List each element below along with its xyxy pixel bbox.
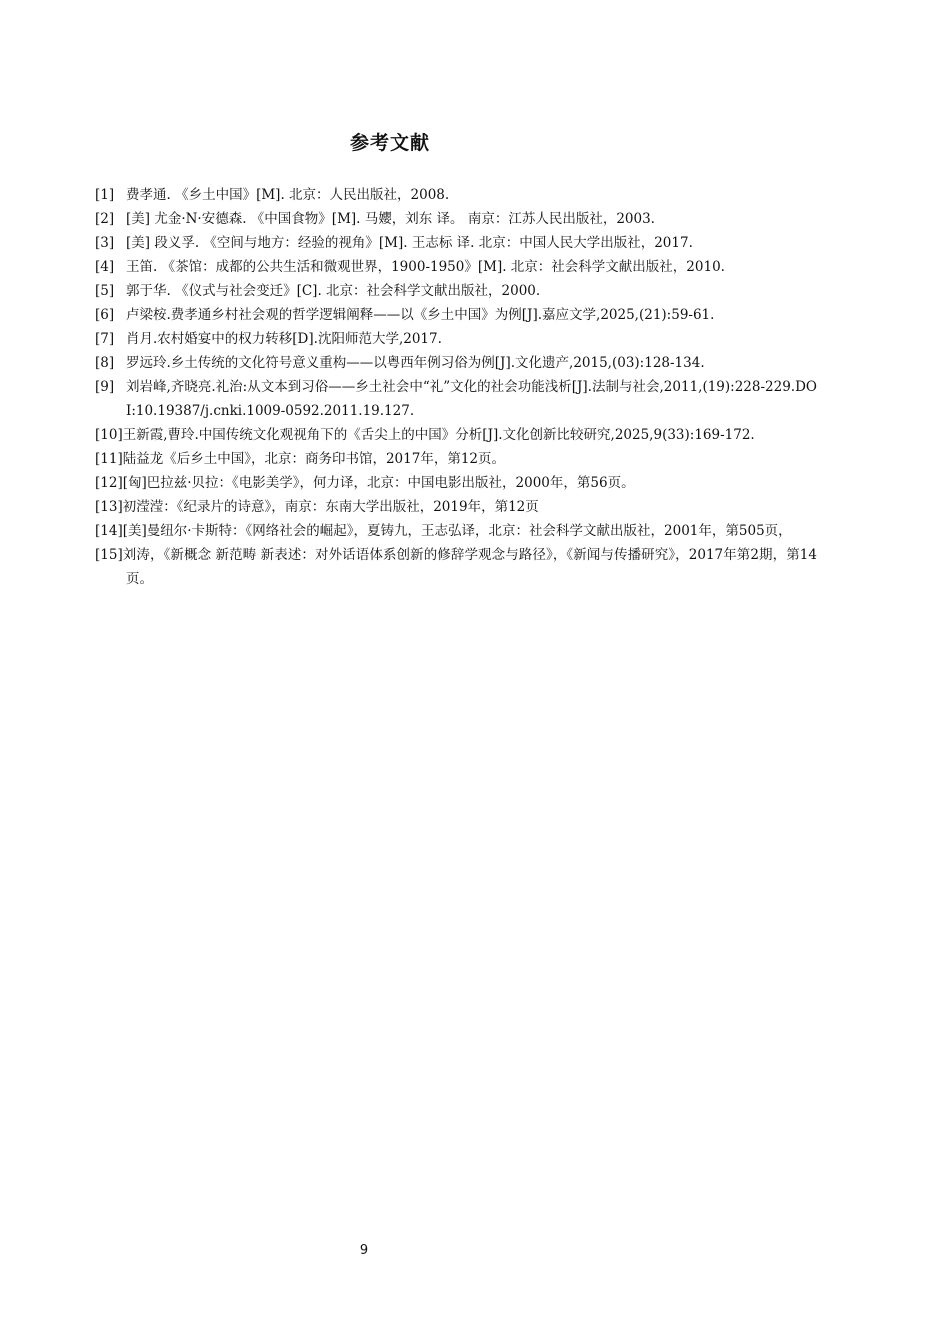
reference-number: [15] xyxy=(95,547,123,563)
reference-item xyxy=(95,183,817,207)
reference-text: 陆益龙《后乡土中国》，北京：商务印书馆，2017年，第12页。 xyxy=(122,451,506,467)
reference-item xyxy=(95,231,817,255)
reference-item xyxy=(95,303,817,327)
page-title: 参考文献 xyxy=(349,132,430,154)
reference-text: [美]曼纽尔·卡斯特：《网络社会的崛起》，夏铸九，王志弘译，北京：社会科学文献出版社，2001年，第505页， xyxy=(122,523,792,539)
reference-text: 罗远玲.乡土传统的文化符号意义重构——以粤西年例习俗为例[J].文化遗产,2015,(03):128-134. xyxy=(126,355,705,371)
reference-item xyxy=(95,471,817,495)
reference-text: [美] 段义孚. 《空间与地方：经验的视角》[M]. 王志标 译. 北京：中国人民大学出版社，2017. xyxy=(126,235,693,251)
reference-text: 卢梁桉.费孝通乡村社会观的哲学逻辑阐释——以《乡土中国》为例[J].嘉应文学,2025,(21):59-61. xyxy=(126,307,715,323)
reference-number: [5] xyxy=(95,283,115,299)
reference-number: [9] xyxy=(95,379,115,395)
reference-text: 王笛. 《茶馆：成都的公共生活和微观世界，1900-1950》[M]. 北京：社会科学文献出版社，2010. xyxy=(126,259,725,275)
reference-number: [4] xyxy=(95,259,115,275)
reference-number: [14] xyxy=(95,523,123,539)
reference-number: [12] xyxy=(95,475,123,491)
reference-number: [8] xyxy=(95,355,115,371)
reference-item xyxy=(95,255,817,279)
reference-item xyxy=(95,351,817,375)
reference-number: [10] xyxy=(95,427,123,443)
reference-text: [美] 尤金·N·安德森. 《中国食物》[M]. 马孆，刘东 译。 南京：江苏人民出版社，2003. xyxy=(126,211,655,227)
reference-text: 费孝通. 《乡土中国》[M]. 北京：人民出版社，2008. xyxy=(126,187,450,203)
page-number: 9 xyxy=(359,1243,369,1258)
reference-text: 初滢滢：《纪录片的诗意》，南京：东南大学出版社，2019年，第12页 xyxy=(122,499,539,515)
reference-text: 刘涛，《新概念 新范畴 新表述：对外话语体系创新的修辞学观念与路径》，《新闻与传播研究》，2017年第2期，第14页。 xyxy=(122,547,817,587)
reference-text: 刘岩峰,齐晓亮.礼治:从文本到习俗——乡土社会中“礼”文化的社会功能浅析[J].法制与社会,2011,(19):228-229.DOI:10.19387/j.cnki.1009-0592.2011.19.127. xyxy=(126,379,817,419)
reference-item xyxy=(95,327,817,351)
reference-text: 郭于华. 《仪式与社会变迁》[C]. 北京：社会科学文献出版社，2000. xyxy=(126,283,541,299)
reference-text: [匈]巴拉兹·贝拉：《电影美学》，何力译，北京：中国电影出版社，2000年，第56页。 xyxy=(122,475,635,491)
reference-text: 王新霞,曹玲.中国传统文化观视角下的《舌尖上的中国》分析[J].文化创新比较研究,2025,9(33):169-172. xyxy=(122,427,755,443)
reference-item xyxy=(95,207,817,231)
reference-item xyxy=(95,375,817,423)
reference-text: 肖月.农村婚宴中的权力转移[D].沈阳师范大学,2017. xyxy=(126,331,442,347)
reference-item xyxy=(95,423,817,447)
reference-number: [3] xyxy=(95,235,115,251)
reference-item xyxy=(95,519,817,543)
reference-number: [13] xyxy=(95,499,123,515)
reference-item xyxy=(95,279,817,303)
reference-number: [6] xyxy=(95,307,115,323)
reference-list xyxy=(95,183,817,591)
reference-item xyxy=(95,447,817,471)
reference-number: [11] xyxy=(95,451,123,467)
reference-item xyxy=(95,543,817,591)
reference-item xyxy=(95,495,817,519)
reference-number: [7] xyxy=(95,331,115,347)
reference-number: [2] xyxy=(95,211,115,227)
reference-number: [1] xyxy=(95,187,115,203)
